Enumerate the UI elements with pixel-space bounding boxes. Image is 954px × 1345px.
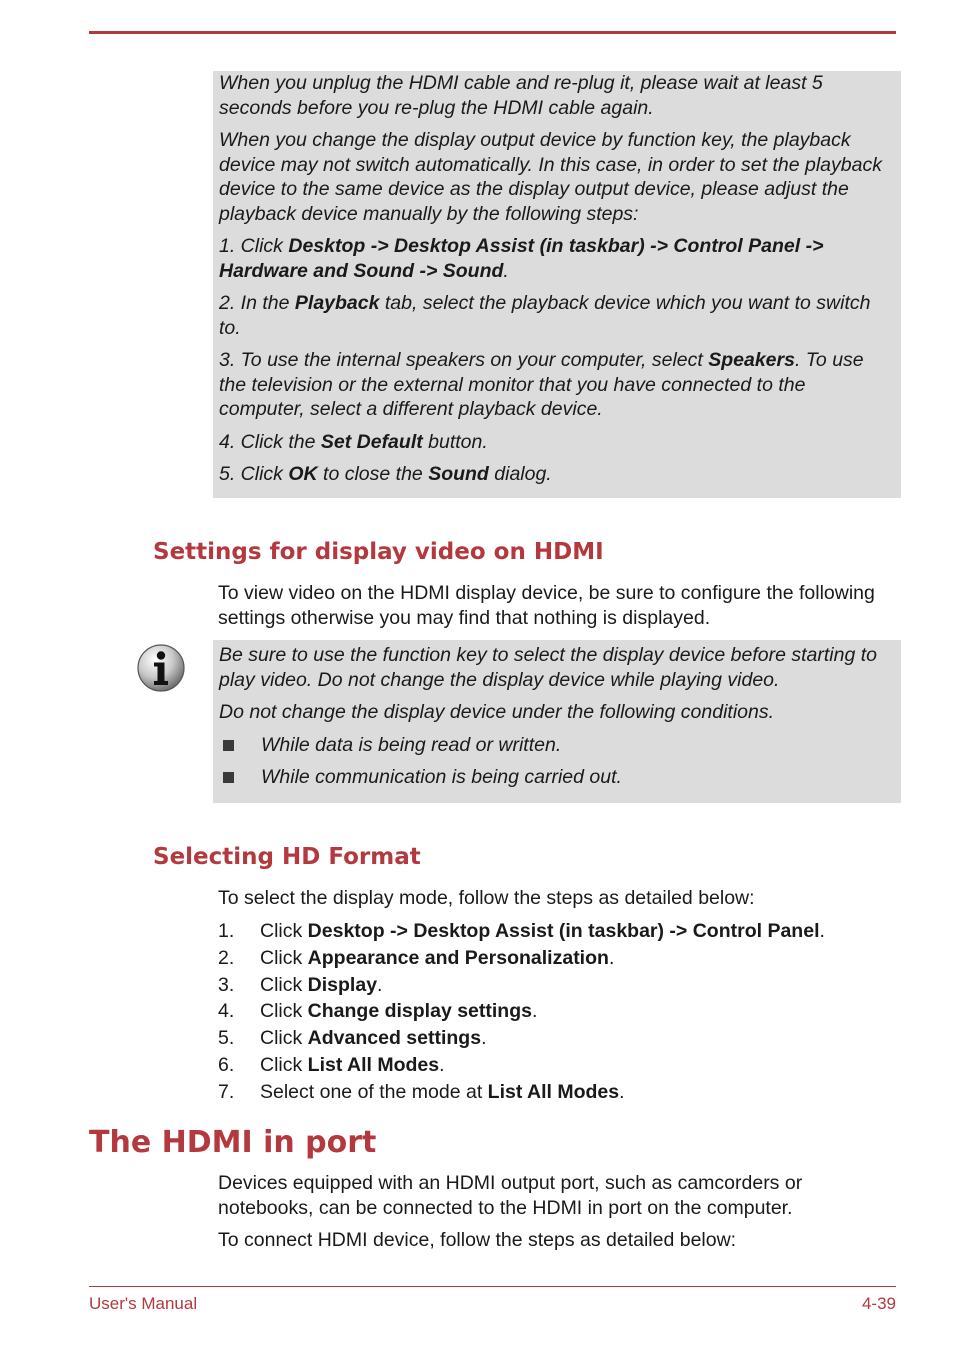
section-heading-display-video: Settings for display video on HDMI [153,539,604,565]
note-box-hdmi-replug [213,71,901,498]
note-step-3: 3. To use the internal speakers on your computer, select Speakers. To use the television or the external monitor that you have connected to the computer, select a different playback device. [219,349,864,420]
section-heading-hd-format: Selecting HD Format [153,844,421,870]
note-bullet-list [219,733,895,790]
header-rule [89,31,896,34]
chapter-heading-hdmi-in: The HDMI in port [89,1125,377,1160]
note-step-2: 2. In the Playback tab, select the playback device which you want to switch to. [219,292,871,339]
list-item: While data is being read or written. [219,733,895,758]
info-icon [136,643,186,693]
list-item: 3. Click Display. [218,973,383,996]
note-step-1: 1. Click Desktop -> Desktop Assist (in taskbar) -> Control Panel -> Hardware and Sound -> Sound. [219,235,824,282]
note-paragraph: When you change the display output device by function key, the playback device may not switch automatically. In this case, in order to set the playback device to the same device as the display output device, please adjust the playback device manually by the following steps: [219,129,882,225]
note-step-5: 5. Click OK to close the Sound dialog. [219,463,552,485]
list-item: 7. Select one of the mode at List All Modes. [218,1080,625,1103]
section-intro: To select the display mode, follow the steps as detailed below: [218,887,755,909]
list-item: 6. Click List All Modes. [218,1053,445,1076]
note-paragraph: When you unplug the HDMI cable and re-plug it, please wait at least 5 seconds before you re-plug the HDMI cable again. [219,72,823,119]
section-intro: To view video on the HDMI display device, be sure to configure the following settings otherwise you may find that nothing is displayed. [218,582,875,629]
footer-manual-title: User's Manual [89,1294,198,1313]
bullet-square-icon [223,772,234,783]
note-step-4: 4. Click the Set Default button. [219,430,488,453]
chapter-paragraph: To connect HDMI device, follow the steps as detailed below: [218,1229,737,1251]
list-item: 1. Click Desktop -> Desktop Assist (in taskbar) -> Control Panel. [218,920,825,942]
list-item: While communication is being carried out. [219,765,895,790]
footer-page-number: 4-39 [861,1294,896,1313]
list-item: 2. Click Appearance and Personalization. [218,946,615,969]
bullet-square-icon [223,740,234,751]
note-paragraph: Do not change the display device under the following conditions. [219,701,775,723]
note-paragraph: Be sure to use the function key to select the display device before starting to play video. Do not change the display device while playing video. [219,644,877,691]
list-item: 5. Click Advanced settings. [218,1027,487,1050]
chapter-paragraph: Devices equipped with an HDMI output port, such as camcorders or notebooks, can be connected to the HDMI in port on the computer. [218,1172,803,1219]
note-box-function-key [213,640,901,803]
hd-format-steps [218,918,898,1106]
list-item: 4. Click Change display settings. [218,1000,538,1023]
footer-rule [89,1286,896,1287]
